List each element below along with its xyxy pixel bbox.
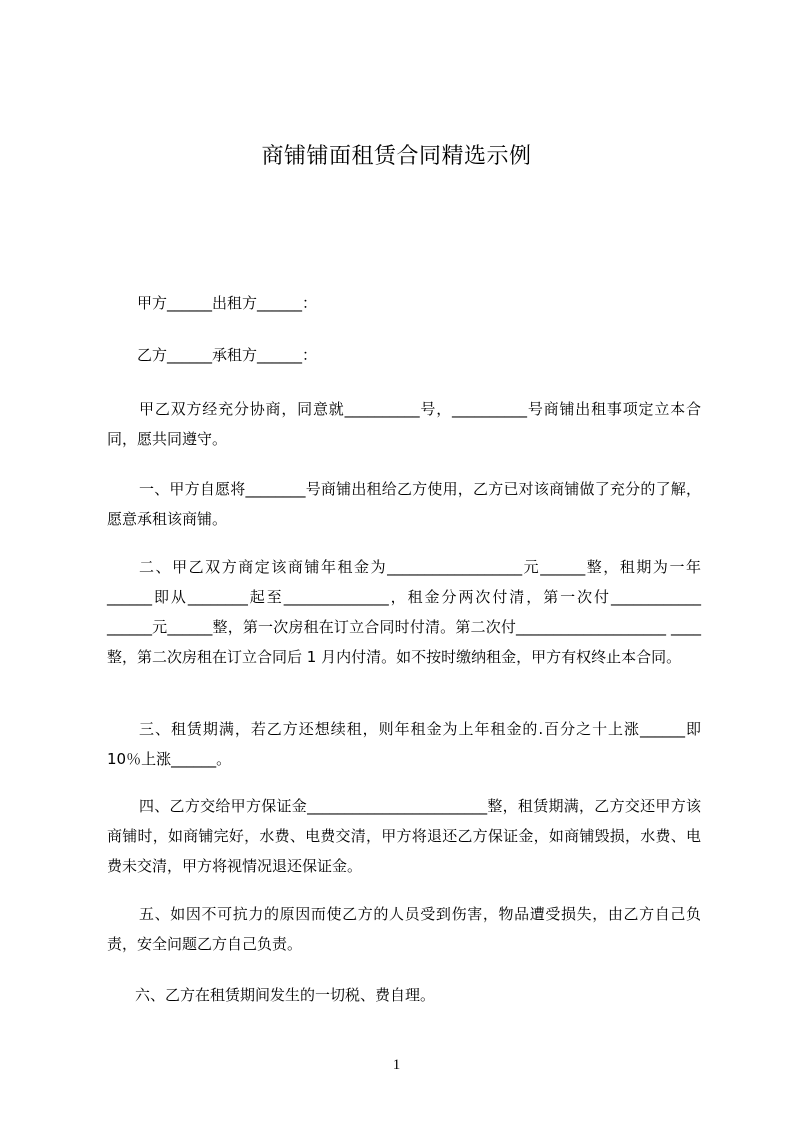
- clause-5: 五、如因不可抗力的原因而使乙方的人员受到伤害，物品遭受损失，由乙方自己负责，安全问题乙方自己负责。: [107, 905, 701, 953]
- clause-3: 三、租赁期满，若乙方还想续租，则年租金为上年租金的.百分之十上涨______即10％上涨______。: [107, 720, 701, 768]
- intro-paragraph: 甲乙双方经充分协商，同意就__________号，__________号商铺出租事项定立本合同，愿共同遵守。: [107, 400, 701, 448]
- clause-6: 六、乙方在租赁期间发生的一切税、费自理。: [135, 986, 436, 1004]
- document-title: 商铺铺面租赁合同精选示例: [261, 144, 532, 169]
- clause-2: 二、甲乙双方商定该商铺年租金为__________________元______整，租期为一年______即从________起至______________，租金分两次付清，第一次付____________ ______元______整，第一次房租在订立合同时付清。第二次付____________________ ____整，第二次房租在订立合同后 1 月内付清。如不按时缴纳租金，甲方有权终止本合同。: [107, 558, 706, 666]
- clause-1: 一、甲方自愿将________号商铺出租给乙方使用，乙方已对该商铺做了充分的了解，愿意承租该商铺。: [107, 480, 701, 528]
- party-b-line: 乙方______承租方______：: [137, 346, 318, 364]
- page-number: 1: [392, 1057, 401, 1073]
- clause-4: 四、乙方交给甲方保证金________________________整，租赁期满，乙方交还甲方该商铺时，如商铺完好，水费、电费交清，甲方将退还乙方保证金，如商铺毁损，水费、电费未交清，甲方将视情况退还保证金。: [107, 797, 701, 875]
- party-a-line: 甲方______出租方______：: [137, 294, 318, 312]
